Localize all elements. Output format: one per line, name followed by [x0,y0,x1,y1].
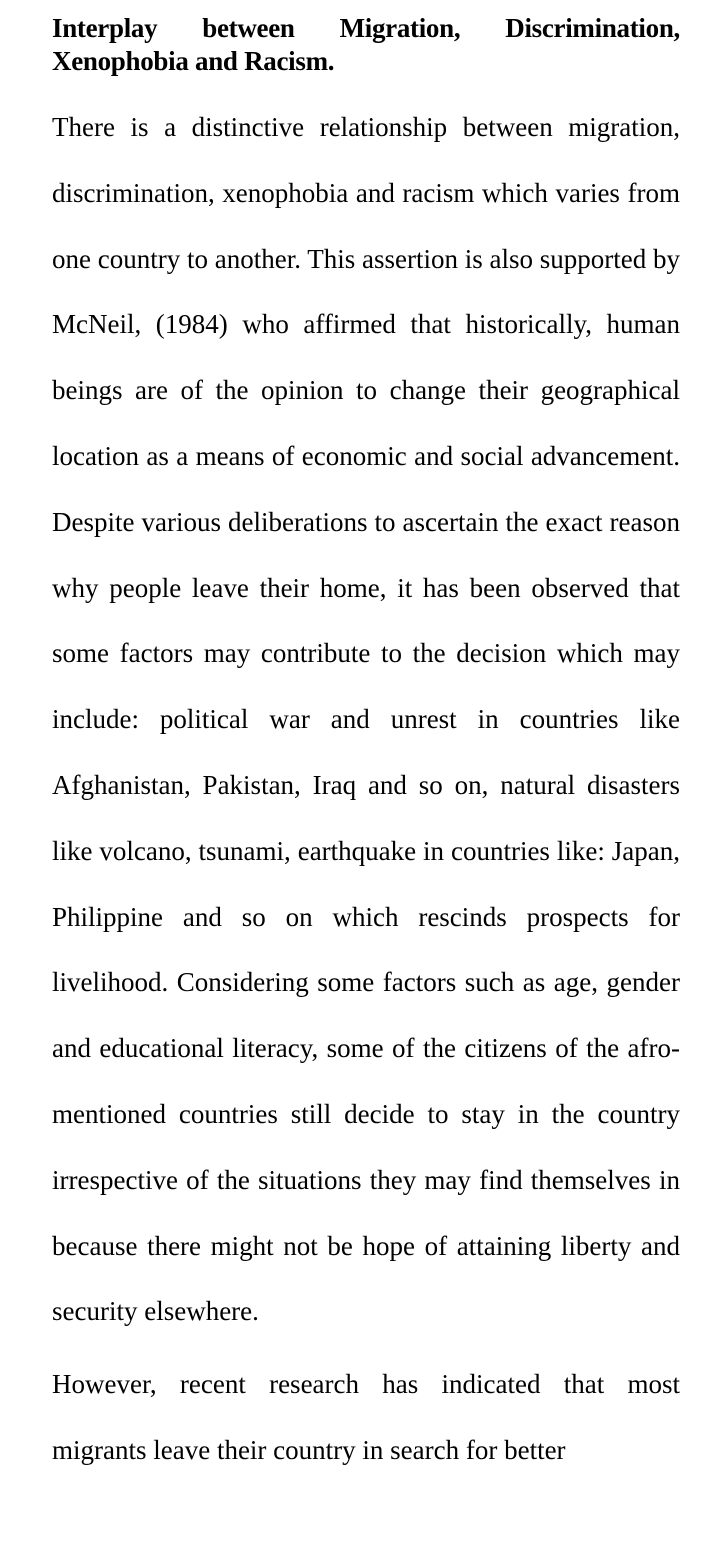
body-paragraph-2: However, recent research has indicated that most migrants leave their country in search for better [52,1369,680,1465]
document-page [52,0,680,1484]
section-heading: Interplay between Migration, Discrimination, Xenophobia and Racism. [52,13,680,76]
body-paragraph-1: There is a distinctive relationship between migration, discrimination, xenophobia and racism which varies from one country to another. This assertion is also supported by McNeil, (1984) who affirmed that historically, human beings are of the opinion to change their geographical location as a means of economic and social advancement. Despite various deliberations to ascertain the exact reason why people leave their home, it has been observed that some factors may contribute to the decision which may include: political war and unrest in countries like Afghanistan, Pakistan, Iraq and so on, natural disasters like volcano, tsunami, earthquake in countries like: Japan, Philippine and so on which rescinds prospects for livelihood. Considering some factors such as age, gender and educational literacy, some of the citizens of the afro-mentioned countries still decide to stay in the country irrespective of the situations they may find themselves in because there might not be hope of attaining liberty and security elsewhere. [52,112,680,1327]
